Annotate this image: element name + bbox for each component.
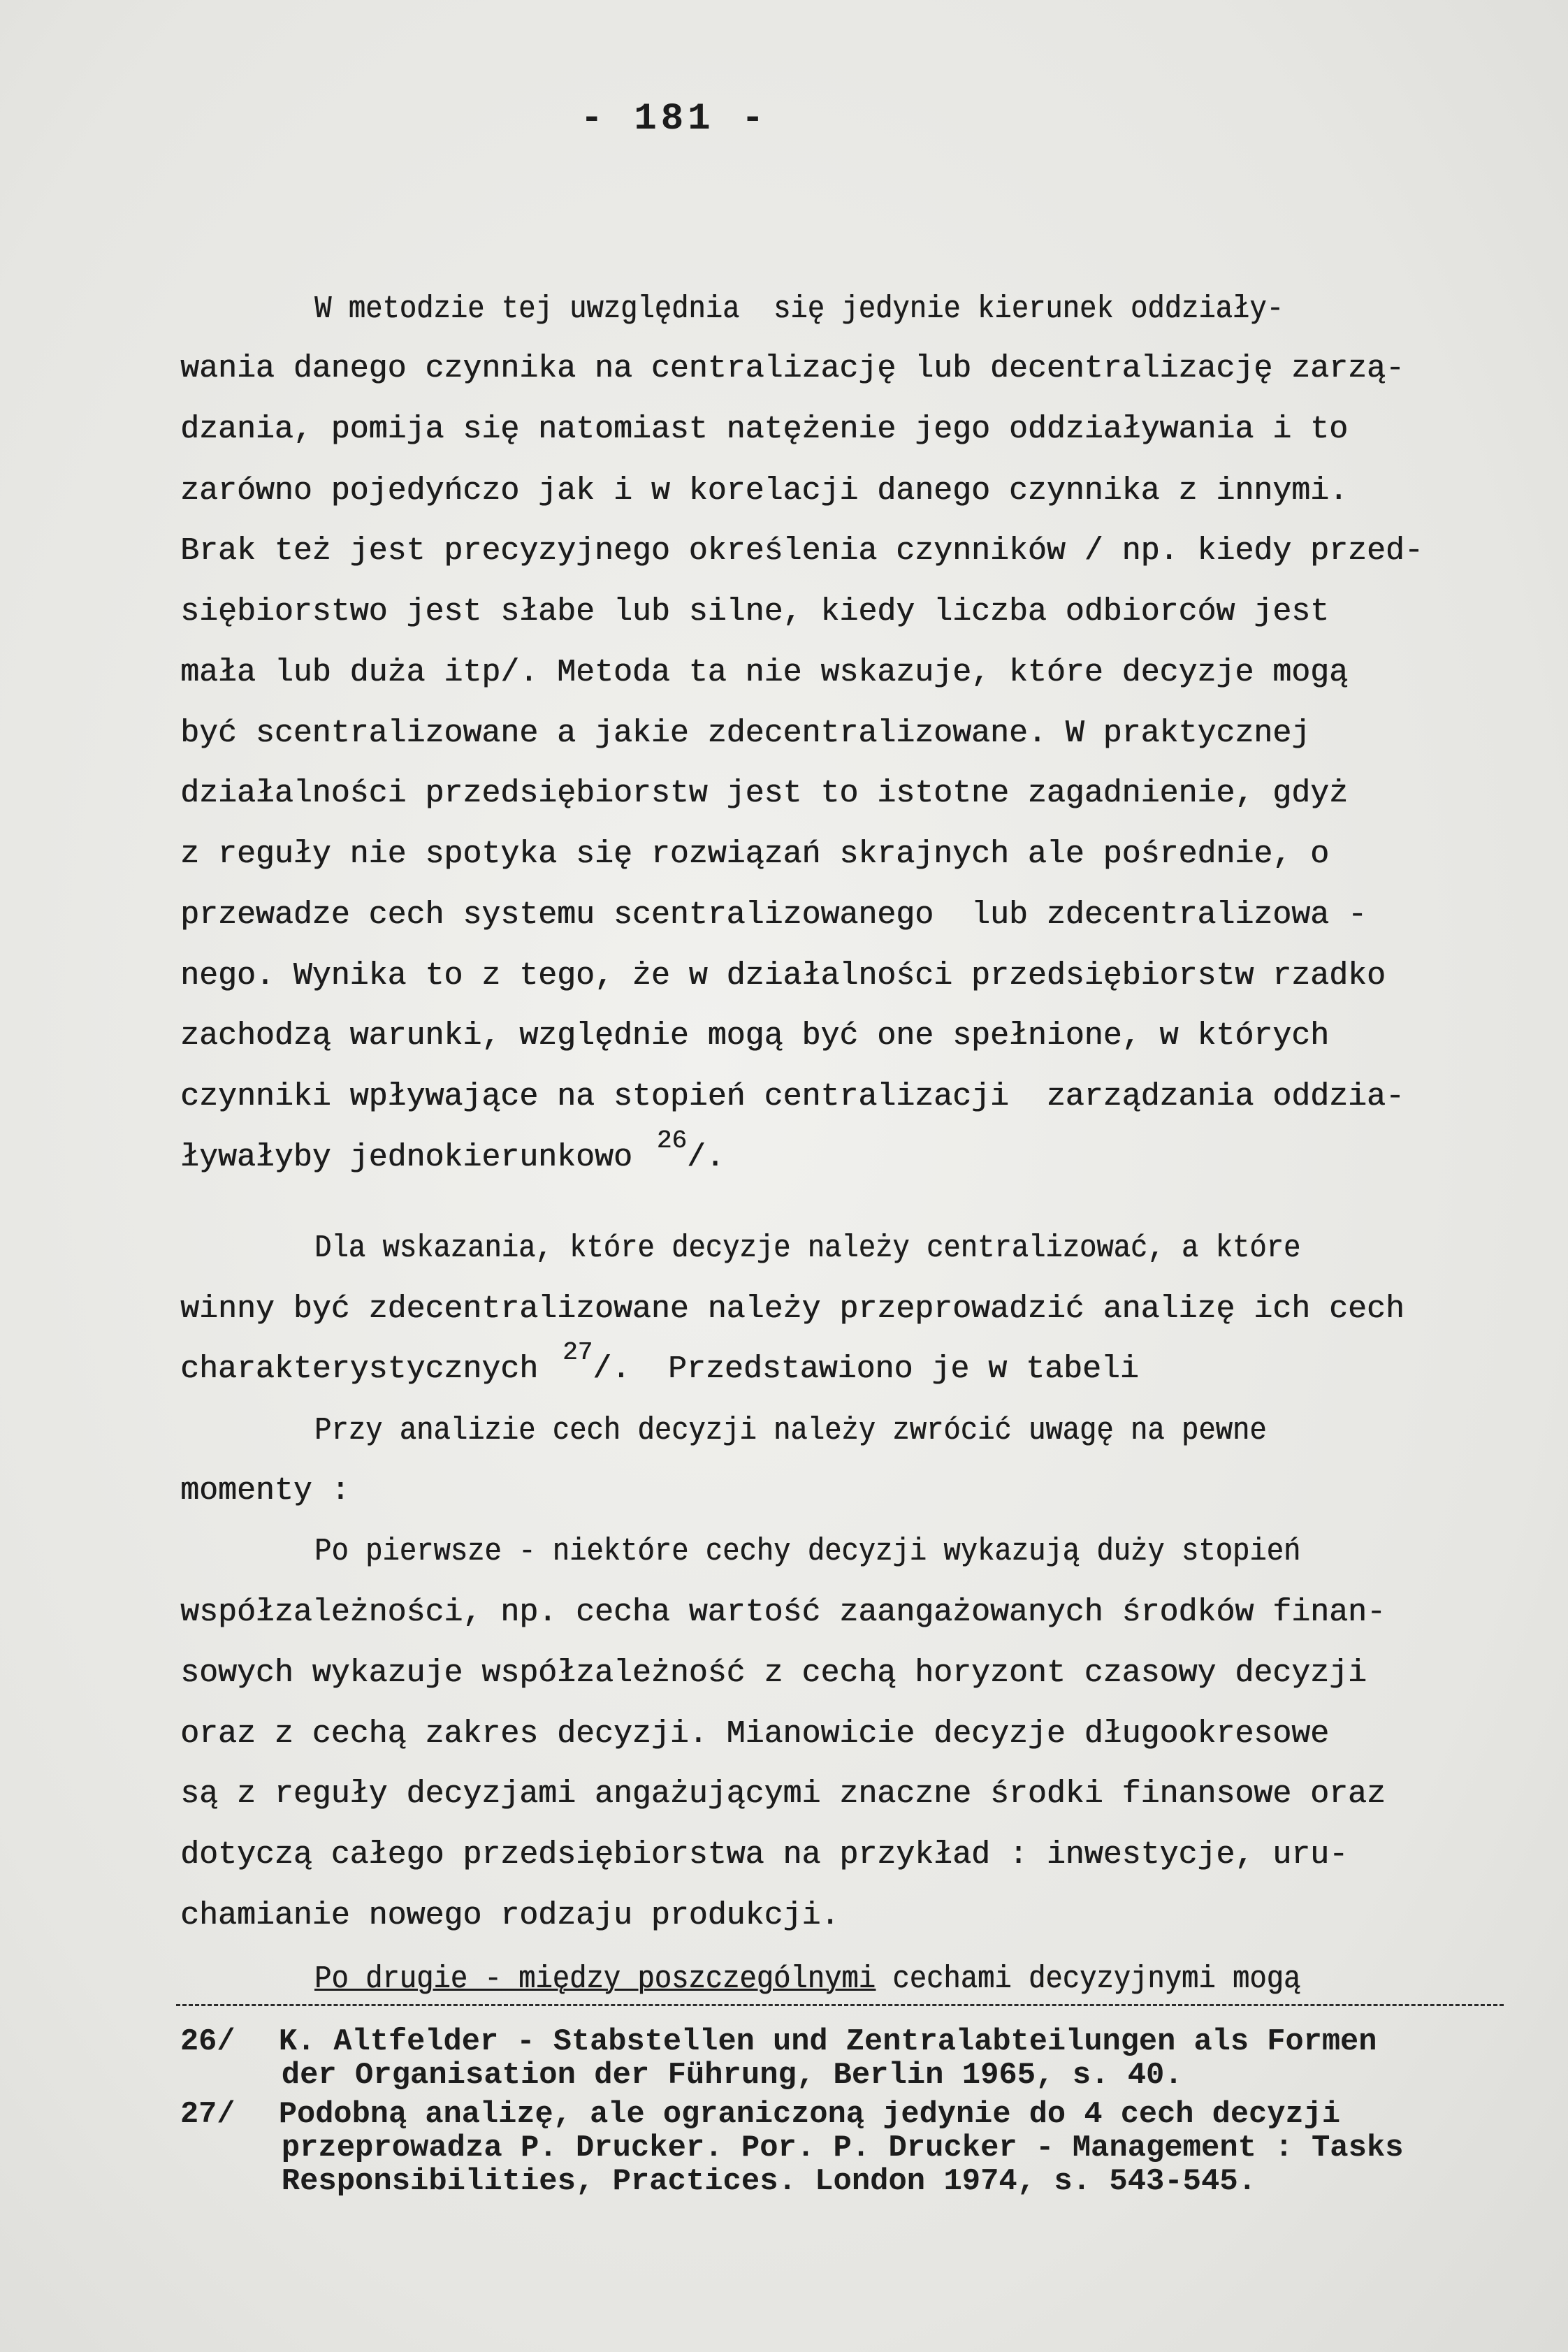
text-line: siębiorstwo jest słabe lub silne, kiedy liczba odbiorców jest: [180, 594, 1329, 630]
text-line: zachodzą warunki, względnie mogą być one spełnione, w których: [180, 1018, 1329, 1054]
text-line: być scentralizowane a jakie zdecentralizowane. W praktycznej: [180, 716, 1311, 751]
footnote-label: 27/: [180, 2097, 235, 2132]
text-line: współzależności, np. cecha wartość zaangażowanych środków finan-: [180, 1595, 1386, 1630]
text-line: Brak też jest precyzyjnego określenia czynników / np. kiedy przed-: [180, 533, 1423, 569]
text-line: działalności przedsiębiorstw jest to istotne zagadnienie, gdyż: [180, 776, 1348, 811]
text-line: dotyczą całego przedsiębiorstwa na przykład : inwestycje, uru-: [180, 1837, 1348, 1873]
text-line: czynniki wpływające na stopień centralizacji zarządzania oddzia-: [180, 1079, 1404, 1115]
text-line: przewadze cech systemu scentralizowanego lub zdecentralizowa -: [180, 897, 1367, 933]
text-line: winny być zdecentralizowane należy przeprowadzić analizę ich cech: [180, 1291, 1404, 1327]
text-line: dzania, pomija się natomiast natężenie jego oddziaływania i to: [180, 412, 1348, 447]
text-line: Dla wskazania, które decyzje należy centralizować, a które: [314, 1231, 1301, 1266]
footnote-text: der Organisation der Führung, Berlin 1965, s. 40.: [281, 2058, 1183, 2093]
text-line-with-footnote-26: [180, 1126, 1554, 1175]
footnote-ref-27: 27: [562, 1338, 593, 1367]
text-line: mała lub duża itp/. Metoda ta nie wskazuje, które decyzje mogą: [180, 655, 1348, 690]
footnote-27: [180, 2099, 1560, 2130]
text-line: chamianie nowego rodzaju produkcji.: [180, 1898, 840, 1933]
text-line: sowych wykazuje współzależność z cechą horyzont czasowy decyzji: [180, 1655, 1367, 1691]
text-line: momenty :: [180, 1473, 350, 1509]
text-line-with-footnote-27: [180, 1338, 1554, 1387]
text-line: są z reguły decyzjami angażującymi znaczne środki finansowe oraz: [180, 1776, 1386, 1812]
footnote-label: 26/: [180, 2024, 235, 2059]
footnote-separator: [176, 2004, 1504, 2006]
text-fragment: cechami decyzyjnymi mogą: [875, 1961, 1301, 1997]
text-line: W metodzie tej uwzględnia się jedynie kierunek oddziały-: [314, 291, 1284, 327]
text-line: nego. Wynika to z tego, że w działalności przedsiębiorstw rzadko: [180, 958, 1386, 994]
footnote-text: K. Altfelder - Stabstellen und Zentralabteilungen als Formen: [278, 2024, 1377, 2059]
footnote-ref-suffix: /. Przedstawiono je w tabeli: [593, 1351, 1139, 1387]
footnote-text: przeprowadza P. Drucker. Por. P. Drucker - Management : Tasks: [281, 2130, 1404, 2165]
page-number: - 181 -: [580, 98, 769, 140]
text-fragment-underlined: Po drugie - między poszczególnymi: [314, 1961, 876, 1997]
text-line: [314, 1963, 1555, 1995]
text-fragment: charakterystycznych: [180, 1351, 539, 1387]
footnote-text: Podobną analizę, ale ograniczoną jedynie do 4 cech decyzji: [278, 2097, 1341, 2132]
footnote-text: Responsibilities, Practices. London 1974, s. 543-545.: [281, 2164, 1256, 2199]
footnote-ref-26: 26: [656, 1126, 687, 1155]
text-line: z reguły nie spotyka się rozwiązań skrajnych ale pośrednie, o: [180, 836, 1329, 872]
text-line: wania danego czynnika na centralizację lub decentralizację zarzą-: [180, 351, 1404, 386]
footnote-26: [180, 2026, 1560, 2057]
text-line: zarówno pojedyńczo jak i w korelacji danego czynnika z innymi.: [180, 473, 1348, 509]
text-fragment: ływałyby jednokierunkowo: [180, 1140, 632, 1175]
text-line: Po pierwsze - niektóre cechy decyzji wykazują duży stopień: [314, 1534, 1301, 1569]
text-line: Przy analizie cech decyzji należy zwrócić uwagę na pewne: [314, 1413, 1267, 1449]
footnote-ref-suffix: /.: [686, 1140, 725, 1175]
text-line: oraz z cechą zakres decyzji. Mianowicie decyzje długookresowe: [180, 1716, 1329, 1752]
